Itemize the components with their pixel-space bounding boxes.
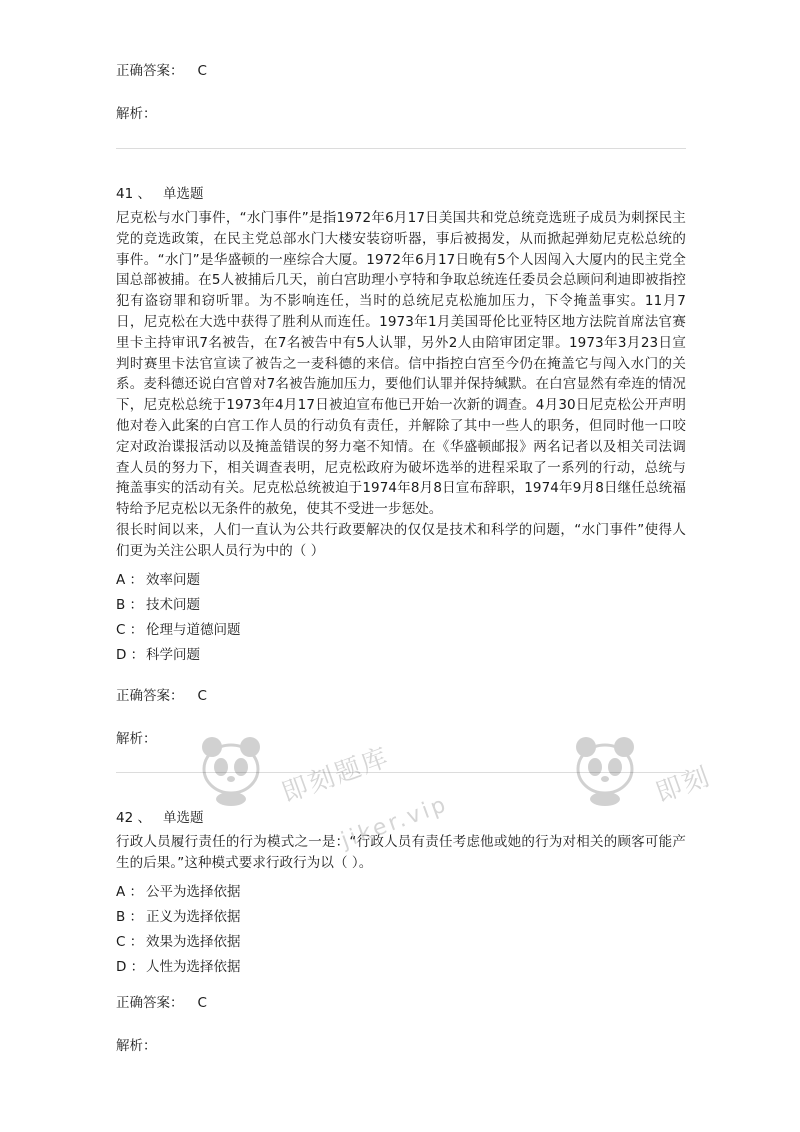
stem-question: 很长时间以来，人们一直认为公共行政要解决的仅仅是技术和科学的问题，“水门事件”使得人们更为关注公职人员行为中的（ ） (116, 521, 686, 559)
answer-value: C (197, 688, 207, 704)
question-header (116, 184, 686, 204)
option-c (116, 618, 686, 643)
answer-label: 正确答案： (116, 63, 184, 79)
option-b (116, 905, 686, 930)
question-41 (116, 184, 686, 668)
answer-row-q40 (116, 61, 686, 81)
option-d (116, 643, 686, 668)
question-number: 41 、 (116, 186, 151, 202)
option-list (116, 880, 686, 980)
section-divider (116, 772, 686, 773)
question-42 (116, 808, 686, 980)
option-text: 伦理与道德问题 (146, 621, 241, 638)
answer-row-q42 (116, 993, 686, 1013)
question-type: 单选题 (162, 810, 204, 826)
watermark-brand-partial: 即刻 (652, 761, 715, 809)
analysis-label-q40: 解析： (116, 106, 157, 122)
watermark-url: jiker.vip (338, 791, 452, 854)
stem-passage: 行政人员履行责任的行为模式之一是：“行政人员有责任考虑他或她的行为对相关的顾客可能产生的后果。”这种模式要求行政行为以（ ）。 (116, 834, 686, 871)
option-key: D ： (116, 958, 145, 975)
option-list (116, 568, 686, 668)
analysis-label-q42: 解析： (116, 1038, 157, 1054)
option-key: A ： (116, 883, 144, 900)
option-key: D ： (116, 646, 145, 663)
question-stem (116, 208, 686, 562)
option-text: 正义为选择依据 (146, 908, 241, 925)
option-key: B ： (116, 596, 144, 613)
option-key: B ： (116, 908, 144, 925)
section-divider (116, 148, 686, 149)
option-a (116, 568, 686, 593)
answer-label: 正确答案： (116, 688, 184, 704)
question-header (116, 808, 686, 828)
answer-label: 正确答案： (116, 995, 184, 1011)
stem-passage: 尼克松与水门事件，“水门事件”是指1972年6月17日美国共和党总统竞选班子成员为刺探民主党的竞选政策，在民主党总部水门大楼安装窃听器，事后被揭发，从而掀起弹劾尼克松总统的事件。“水门”是华盛顿的一座综合大厦。1972年6月17日晚有5个人因闯入大厦内的民主党全国总部被捕。在5人被捕后几天，前白宫助理小亨特和争取总统连任委员会总顾问利迪即被指控犯有盗窃罪和窃听罪。为不影响连任，当时的总统尼克松施加压力，下令掩盖事实。11月7日，尼克松在大选中获得了胜利从而连任。1973年1月美国哥伦比亚特区地方法院首席法官赛里卡主持审讯7名被告，在7名被告中有5人认罪，另外2人由陪审团定罪。1973年3月23日宣判时赛里卡法官宣读了被告之一麦科德的来信。信中指控白宫至今仍在掩盖它与闯入水门的关系。麦科德还说白宫曾对7名被告施加压力，要他们认罪并保持缄默。在白宫显然有牵连的情况下，尼克松总统于1973年4月17日被迫宣布他已开始一次新的调查。4月30日尼克松公开声明他对卷入此案的白宫工作人员的行动负有责任，并解除了其中一些人的职务，但同时他一口咬定对政治谍报活动以及掩盖错误的努力毫不知情。在《华盛顿邮报》两名记者以及相关司法调查人员的努力下，相关调查表明，尼克松政府为破坏选举的进程采取了一系列的行动，总统与掩盖事实的活动有关。尼克松总统被迫于1974年8月8日宣布辞职，1974年9月8日继任总统福特给予尼克松以无条件的赦免，使其不受进一步惩处。 (116, 210, 686, 518)
option-text: 效率问题 (146, 571, 200, 588)
analysis-label-q41: 解析： (116, 731, 157, 747)
question-type: 单选题 (162, 186, 204, 202)
option-text: 科学问题 (146, 646, 200, 663)
answer-row-q41 (116, 686, 686, 706)
option-c (116, 930, 686, 955)
option-key: A ： (116, 571, 144, 588)
option-a (116, 880, 686, 905)
option-d (116, 955, 686, 980)
option-key: C ： (116, 621, 144, 638)
option-key: C ： (116, 933, 144, 950)
option-text: 效果为选择依据 (146, 933, 241, 950)
option-text: 技术问题 (146, 596, 200, 613)
option-text: 公平为选择依据 (146, 883, 241, 900)
question-stem (116, 832, 686, 874)
watermark-brand: 即刻题库 (278, 742, 394, 809)
answer-value: C (197, 995, 207, 1011)
answer-value: C (197, 63, 207, 79)
question-number: 42 、 (116, 810, 151, 826)
option-text: 人性为选择依据 (146, 958, 241, 975)
option-b (116, 593, 686, 618)
